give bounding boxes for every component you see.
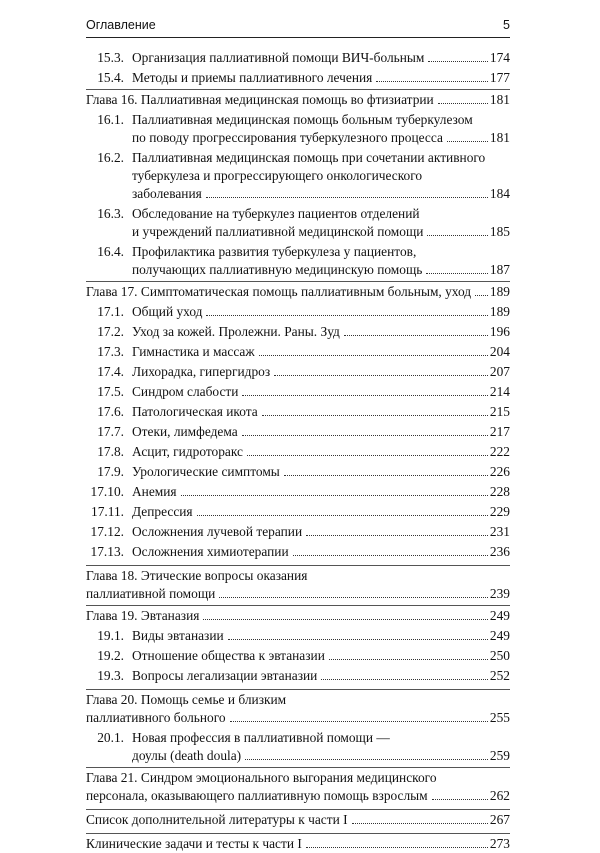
toc-page-number: 207 <box>489 364 510 379</box>
toc-page-number: 250 <box>489 648 510 663</box>
toc-page-number: 226 <box>489 464 510 479</box>
dot-leader <box>230 721 488 722</box>
toc-page-number: 252 <box>489 668 510 683</box>
header-section-title: Оглавление <box>86 18 156 32</box>
toc-entry-title-line: Синдром слабости <box>132 384 239 399</box>
toc-entry-title-line: заболевания <box>132 186 202 201</box>
toc-page-number: 249 <box>489 608 510 623</box>
dot-leader <box>432 799 488 800</box>
dot-leader <box>352 823 488 824</box>
toc-entry-title-line: Глава 16. Паллиативная медицинская помощь во фтизиатрии <box>86 92 434 107</box>
toc-entry-number: 19.1. <box>97 628 124 643</box>
toc-entry-title-line: Патологическая икота <box>132 404 258 419</box>
table-of-contents <box>86 47 510 853</box>
toc-entry-number: 16.2. <box>97 150 124 165</box>
toc-entry-title-line: паллиативной помощи <box>86 586 216 601</box>
toc-entry-title-line: туберкулеза и прогрессирующего онкологического <box>132 168 423 183</box>
toc-page-number: 189 <box>489 284 510 299</box>
toc-entry-number: 17.7. <box>97 424 124 439</box>
toc-page-number: 181 <box>489 92 510 107</box>
toc-entry-title-line: по поводу прогрессирования туберкулезного процесса <box>132 130 443 145</box>
toc-entry-number: 19.2. <box>97 648 124 663</box>
dot-leader <box>242 395 488 396</box>
toc-entry-title-line: Паллиативная медицинская помощь больным туберкулезом <box>132 112 473 127</box>
toc-entry-title-line: персонала, оказывающего паллиативную помощь взрослым <box>86 788 428 803</box>
dot-leader <box>426 273 488 274</box>
dot-leader <box>475 295 488 296</box>
toc-entry-number: 16.3. <box>97 206 124 221</box>
toc-chapter-entry[interactable] <box>86 689 510 727</box>
toc-entry-number: 17.12. <box>90 524 124 539</box>
toc-page-number: 239 <box>489 586 510 601</box>
toc-entry-title-line: Уход за кожей. Пролежни. Раны. Зуд <box>132 324 340 339</box>
toc-entry-number: 16.1. <box>97 112 124 127</box>
toc-page-number: 174 <box>489 50 510 65</box>
toc-entry-title-line: Глава 17. Симптоматическая помощь паллиативным больным, уход <box>86 284 472 299</box>
toc-page-number: 189 <box>489 304 510 319</box>
toc-section-entry[interactable] <box>86 667 510 685</box>
toc-entry-number: 17.4. <box>97 364 124 379</box>
toc-chapter-entry[interactable] <box>86 605 510 625</box>
dot-leader <box>428 61 488 62</box>
toc-page-number: 229 <box>489 504 510 519</box>
toc-section-entry[interactable] <box>86 383 510 401</box>
toc-entry-title-line: Глава 18. Этические вопросы оказания <box>86 568 308 583</box>
toc-section-entry[interactable] <box>86 729 510 765</box>
toc-entry-number: 19.3. <box>97 668 124 683</box>
dot-leader <box>274 375 488 376</box>
toc-page-number: 228 <box>489 484 510 499</box>
toc-entry-title-line: Глава 19. Эвтаназия <box>86 608 200 623</box>
toc-entry-title-line: Методы и приемы паллиативного лечения <box>132 70 373 85</box>
toc-page-number: 184 <box>489 186 510 201</box>
toc-entry-number: 20.1. <box>97 730 124 745</box>
toc-section-entry[interactable] <box>86 149 510 203</box>
toc-page-number: 236 <box>489 544 510 559</box>
dot-leader <box>329 659 488 660</box>
toc-page-number: 267 <box>489 812 510 827</box>
toc-section-entry[interactable] <box>86 483 510 501</box>
toc-section-entry[interactable] <box>86 443 510 461</box>
dot-leader <box>197 515 488 516</box>
toc-entry-title-line: Паллиативная медицинская помощь при сочетании активного <box>132 150 486 165</box>
toc-page-number: 273 <box>489 836 510 851</box>
toc-entry-number: 16.4. <box>97 244 124 259</box>
toc-entry-title-line: Осложнения химиотерапии <box>132 544 289 559</box>
toc-page-number: 217 <box>489 424 510 439</box>
toc-section-entry[interactable] <box>86 523 510 541</box>
toc-entry-title-line: доулы (death doula) <box>132 748 242 763</box>
dot-leader <box>438 103 488 104</box>
toc-entry-title-line: Профилактика развития туберкулеза у пациентов, <box>132 244 417 259</box>
dot-leader <box>181 495 488 496</box>
toc-section-entry[interactable] <box>86 243 510 279</box>
toc-page-number: 262 <box>489 788 510 803</box>
toc-entry-number: 17.8. <box>97 444 124 459</box>
toc-page-number: 249 <box>489 628 510 643</box>
toc-entry-title-line: Отношение общества к эвтаназии <box>132 648 325 663</box>
toc-entry-title-line: Депрессия <box>132 504 193 519</box>
toc-chapter-entry[interactable] <box>86 833 510 853</box>
toc-page-number: 255 <box>489 710 510 725</box>
toc-entry-number: 17.5. <box>97 384 124 399</box>
toc-chapter-entry[interactable] <box>86 89 510 109</box>
toc-section-entry[interactable] <box>86 503 510 521</box>
toc-entry-number: 17.3. <box>97 344 124 359</box>
dot-leader <box>427 235 487 236</box>
toc-page-number: 181 <box>489 130 510 145</box>
dot-leader <box>242 435 488 436</box>
toc-entry-title-line: получающих паллиативную медицинскую помощь <box>132 262 423 277</box>
toc-section-entry[interactable] <box>86 205 510 241</box>
toc-entry-number: 17.6. <box>97 404 124 419</box>
toc-page-number: 214 <box>489 384 510 399</box>
toc-page-number: 215 <box>489 404 510 419</box>
toc-entry-title-line: Организация паллиативной помощи ВИЧ-больным <box>132 50 425 65</box>
toc-chapter-entry[interactable] <box>86 281 510 301</box>
toc-entry-title-line: Осложнения лучевой терапии <box>132 524 303 539</box>
toc-section-entry[interactable] <box>86 627 510 645</box>
toc-entry-title-line: Глава 20. Помощь семье и близким <box>86 692 287 707</box>
toc-section-entry[interactable] <box>86 463 510 481</box>
toc-entry-number: 17.9. <box>97 464 124 479</box>
dot-leader <box>228 639 488 640</box>
toc-page-number: 204 <box>489 344 510 359</box>
toc-chapter-entry[interactable] <box>86 767 510 805</box>
toc-chapter-entry[interactable] <box>86 809 510 829</box>
dot-leader <box>247 455 488 456</box>
toc-page-number: 187 <box>489 262 510 277</box>
toc-entry-number: 17.13. <box>90 544 124 559</box>
dot-leader <box>219 597 488 598</box>
dot-leader <box>259 355 488 356</box>
toc-entry-number: 15.3. <box>97 50 124 65</box>
toc-entry-title-line: Новая профессия в паллиативной помощи — <box>132 730 390 745</box>
toc-section-entry[interactable] <box>86 111 510 147</box>
toc-page-number: 231 <box>489 524 510 539</box>
toc-page-number: 185 <box>489 224 510 239</box>
toc-entry-title-line: и учреждений паллиативной медицинской помощи <box>132 224 424 239</box>
toc-entry-number: 17.10. <box>90 484 124 499</box>
dot-leader <box>284 475 488 476</box>
toc-entry-title-line: Гимнастика и массаж <box>132 344 255 359</box>
toc-entry-title-line: Обследование на туберкулез пациентов отделений <box>132 206 420 221</box>
toc-section-entry[interactable] <box>86 303 510 321</box>
header-page-number: 5 <box>503 18 510 32</box>
toc-entry-title-line: Урологические симптомы <box>132 464 280 479</box>
toc-entry-number: 17.1. <box>97 304 124 319</box>
toc-section-entry[interactable] <box>86 343 510 361</box>
toc-section-entry[interactable] <box>86 647 510 665</box>
toc-section-entry[interactable] <box>86 323 510 341</box>
toc-entry-title-line: Общий уход <box>132 304 203 319</box>
toc-page-number: 177 <box>489 70 510 85</box>
dot-leader <box>203 619 488 620</box>
toc-section-entry[interactable] <box>86 69 510 87</box>
toc-entry-title-line: Лихорадка, гипергидроз <box>132 364 271 379</box>
dot-leader <box>306 847 488 848</box>
toc-section-entry[interactable] <box>86 49 510 67</box>
dot-leader <box>262 415 488 416</box>
toc-entry-title-line: Асцит, гидроторакс <box>132 444 243 459</box>
dot-leader <box>376 81 488 82</box>
dot-leader <box>344 335 488 336</box>
dot-leader <box>206 315 487 316</box>
dot-leader <box>306 535 488 536</box>
toc-entry-title-line: Список дополнительной литературы к части I <box>86 812 348 827</box>
toc-entry-title-line: Виды эвтаназии <box>132 628 224 643</box>
toc-entry-number: 17.2. <box>97 324 124 339</box>
toc-entry-title-line: Отеки, лимфедема <box>132 424 238 439</box>
dot-leader <box>245 759 488 760</box>
toc-entry-title-line: Клинические задачи и тесты к части I <box>86 836 302 851</box>
toc-entry-number: 15.4. <box>97 70 124 85</box>
toc-entry-title-line: Глава 21. Синдром эмоционального выгорания медицинского <box>86 770 437 785</box>
toc-section-entry[interactable] <box>86 543 510 561</box>
toc-entry-number: 17.11. <box>91 504 124 519</box>
toc-chapter-entry[interactable] <box>86 565 510 603</box>
toc-page-number: 259 <box>489 748 510 763</box>
running-header <box>86 15 510 38</box>
toc-entry-title-line: Анемия <box>132 484 177 499</box>
toc-entry-title-line: Вопросы легализации эвтаназии <box>132 668 318 683</box>
toc-entry-title-line: паллиативного больного <box>86 710 226 725</box>
dot-leader <box>447 141 488 142</box>
toc-section-entry[interactable] <box>86 403 510 421</box>
toc-page-number: 222 <box>489 444 510 459</box>
toc-section-entry[interactable] <box>86 363 510 381</box>
toc-section-entry[interactable] <box>86 423 510 441</box>
dot-leader <box>293 555 488 556</box>
toc-page-number: 196 <box>489 324 510 339</box>
dot-leader <box>206 197 488 198</box>
dot-leader <box>321 679 488 680</box>
